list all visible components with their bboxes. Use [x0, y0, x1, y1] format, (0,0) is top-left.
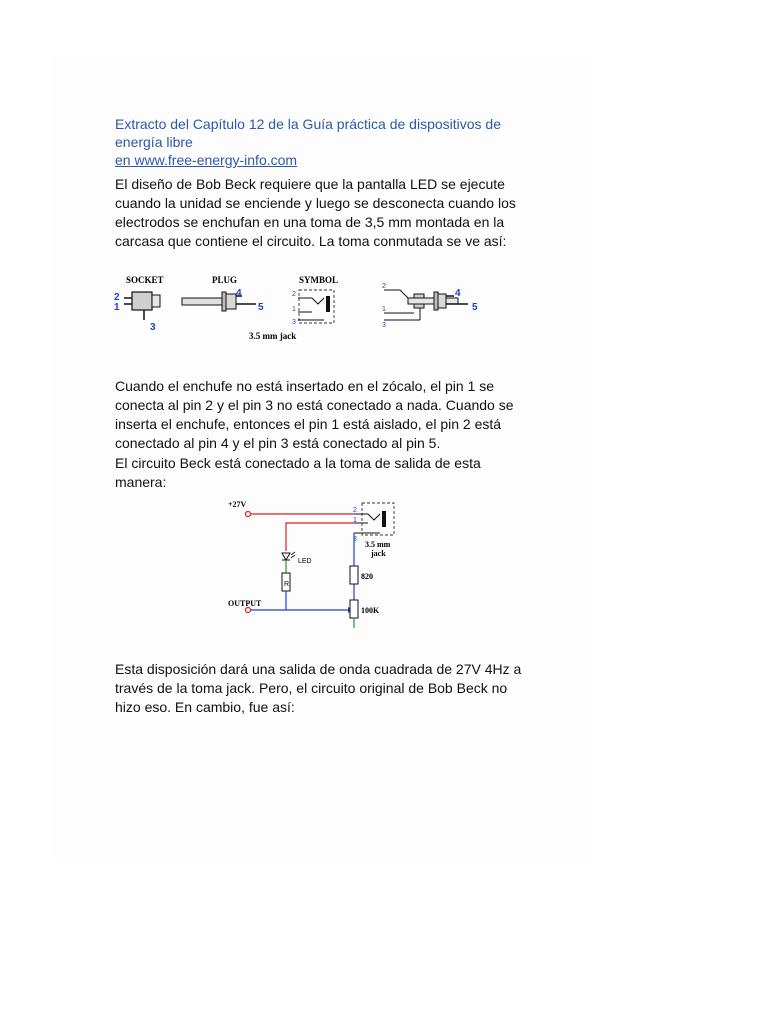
jack-diagram: [112, 268, 492, 348]
resistor-820: [350, 566, 358, 584]
output-label: OUTPUT: [228, 599, 262, 608]
heading-title: Extracto del Capítulo 12 de la Guía práctica de dispositivos de energía libre: [115, 116, 501, 150]
combined-pin-4: 4: [455, 288, 461, 299]
jack-caption: 3.5 mm jack: [249, 331, 297, 341]
circuit-jack-caption-2: jack: [371, 549, 386, 558]
source-link[interactable]: en www.free-energy-info.com: [115, 152, 298, 168]
led-label: LED: [298, 558, 312, 565]
resistor-820-label: 820: [361, 572, 373, 581]
paragraph-intro: El diseño de Bob Beck requiere que la pantalla LED se ejecute cuando la unidad se enciende y luego se desconecta cuando los electrodos se enchufan en una toma de 3,5 mm montada en la carcasa que contiene el circuito. La toma conmutada se ve así:: [115, 176, 516, 249]
plug-label: PLUG: [212, 275, 238, 285]
paragraph-circuit-intro: El circuito Beck está conectado a la toma de salida de esta manera:: [115, 455, 481, 490]
combined-pin-5: 5: [472, 302, 478, 313]
symbol-pin-3: 3: [292, 319, 296, 326]
circuit-pin-1: 1: [353, 517, 357, 524]
socket-pin-3: 3: [150, 322, 156, 333]
symbol-pin-2: 2: [292, 291, 296, 298]
potentiometer-100k: [350, 600, 358, 618]
jack-symbol: [298, 290, 334, 323]
led-symbol: [282, 552, 295, 560]
blue-wires: [251, 533, 354, 613]
circuit-jack-caption-1: 3.5 mm: [365, 540, 391, 549]
output-terminal: [246, 608, 251, 613]
combined-pin-2: 2: [382, 283, 386, 290]
socket-label: SOCKET: [126, 275, 164, 285]
socket-pin-1: 1: [114, 302, 120, 313]
plug-pin-4: 4: [236, 288, 242, 299]
combined-pin-1: 1: [382, 306, 386, 313]
paragraph-output-description: Esta disposición dará una salida de onda cuadrada de 27V 4Hz a través de la toma jack. Pero, el circuito original de Bob Beck no hizo eso. En cambio, fue así:: [115, 661, 522, 715]
socket-drawing: [124, 292, 160, 320]
supply-terminal: [246, 512, 251, 517]
potentiometer-label: 100K: [361, 606, 380, 615]
combined-pin-3: 3: [382, 322, 386, 329]
paragraph-pin-description: Cuando el enchufe no está insertado en el zócalo, el pin 1 se conecta al pin 2 y el pin 3 no está conectado a nada. Cuando se inserta el enchufe, entonces el pin 1 está aislado, el pin 2 está conectado al pin 4 y el pin 3 está conectado al pin 5.: [115, 378, 514, 451]
symbol-label: SYMBOL: [299, 275, 339, 285]
jack-symbol-circuit: [354, 503, 394, 535]
resistor-r-label: R: [284, 581, 290, 588]
symbol-pin-1: 1: [292, 306, 296, 313]
supply-label: +27V: [228, 500, 247, 509]
red-wires: [251, 514, 354, 551]
plug-pin-5: 5: [258, 302, 264, 313]
circuit-pin-2: 2: [353, 507, 357, 514]
circuit-diagram: [222, 495, 412, 640]
circuit-pin-3: 3: [353, 536, 357, 543]
excerpt-heading: [115, 115, 545, 169]
socket-pin-2: 2: [114, 292, 120, 303]
plug-drawing: [182, 292, 256, 311]
